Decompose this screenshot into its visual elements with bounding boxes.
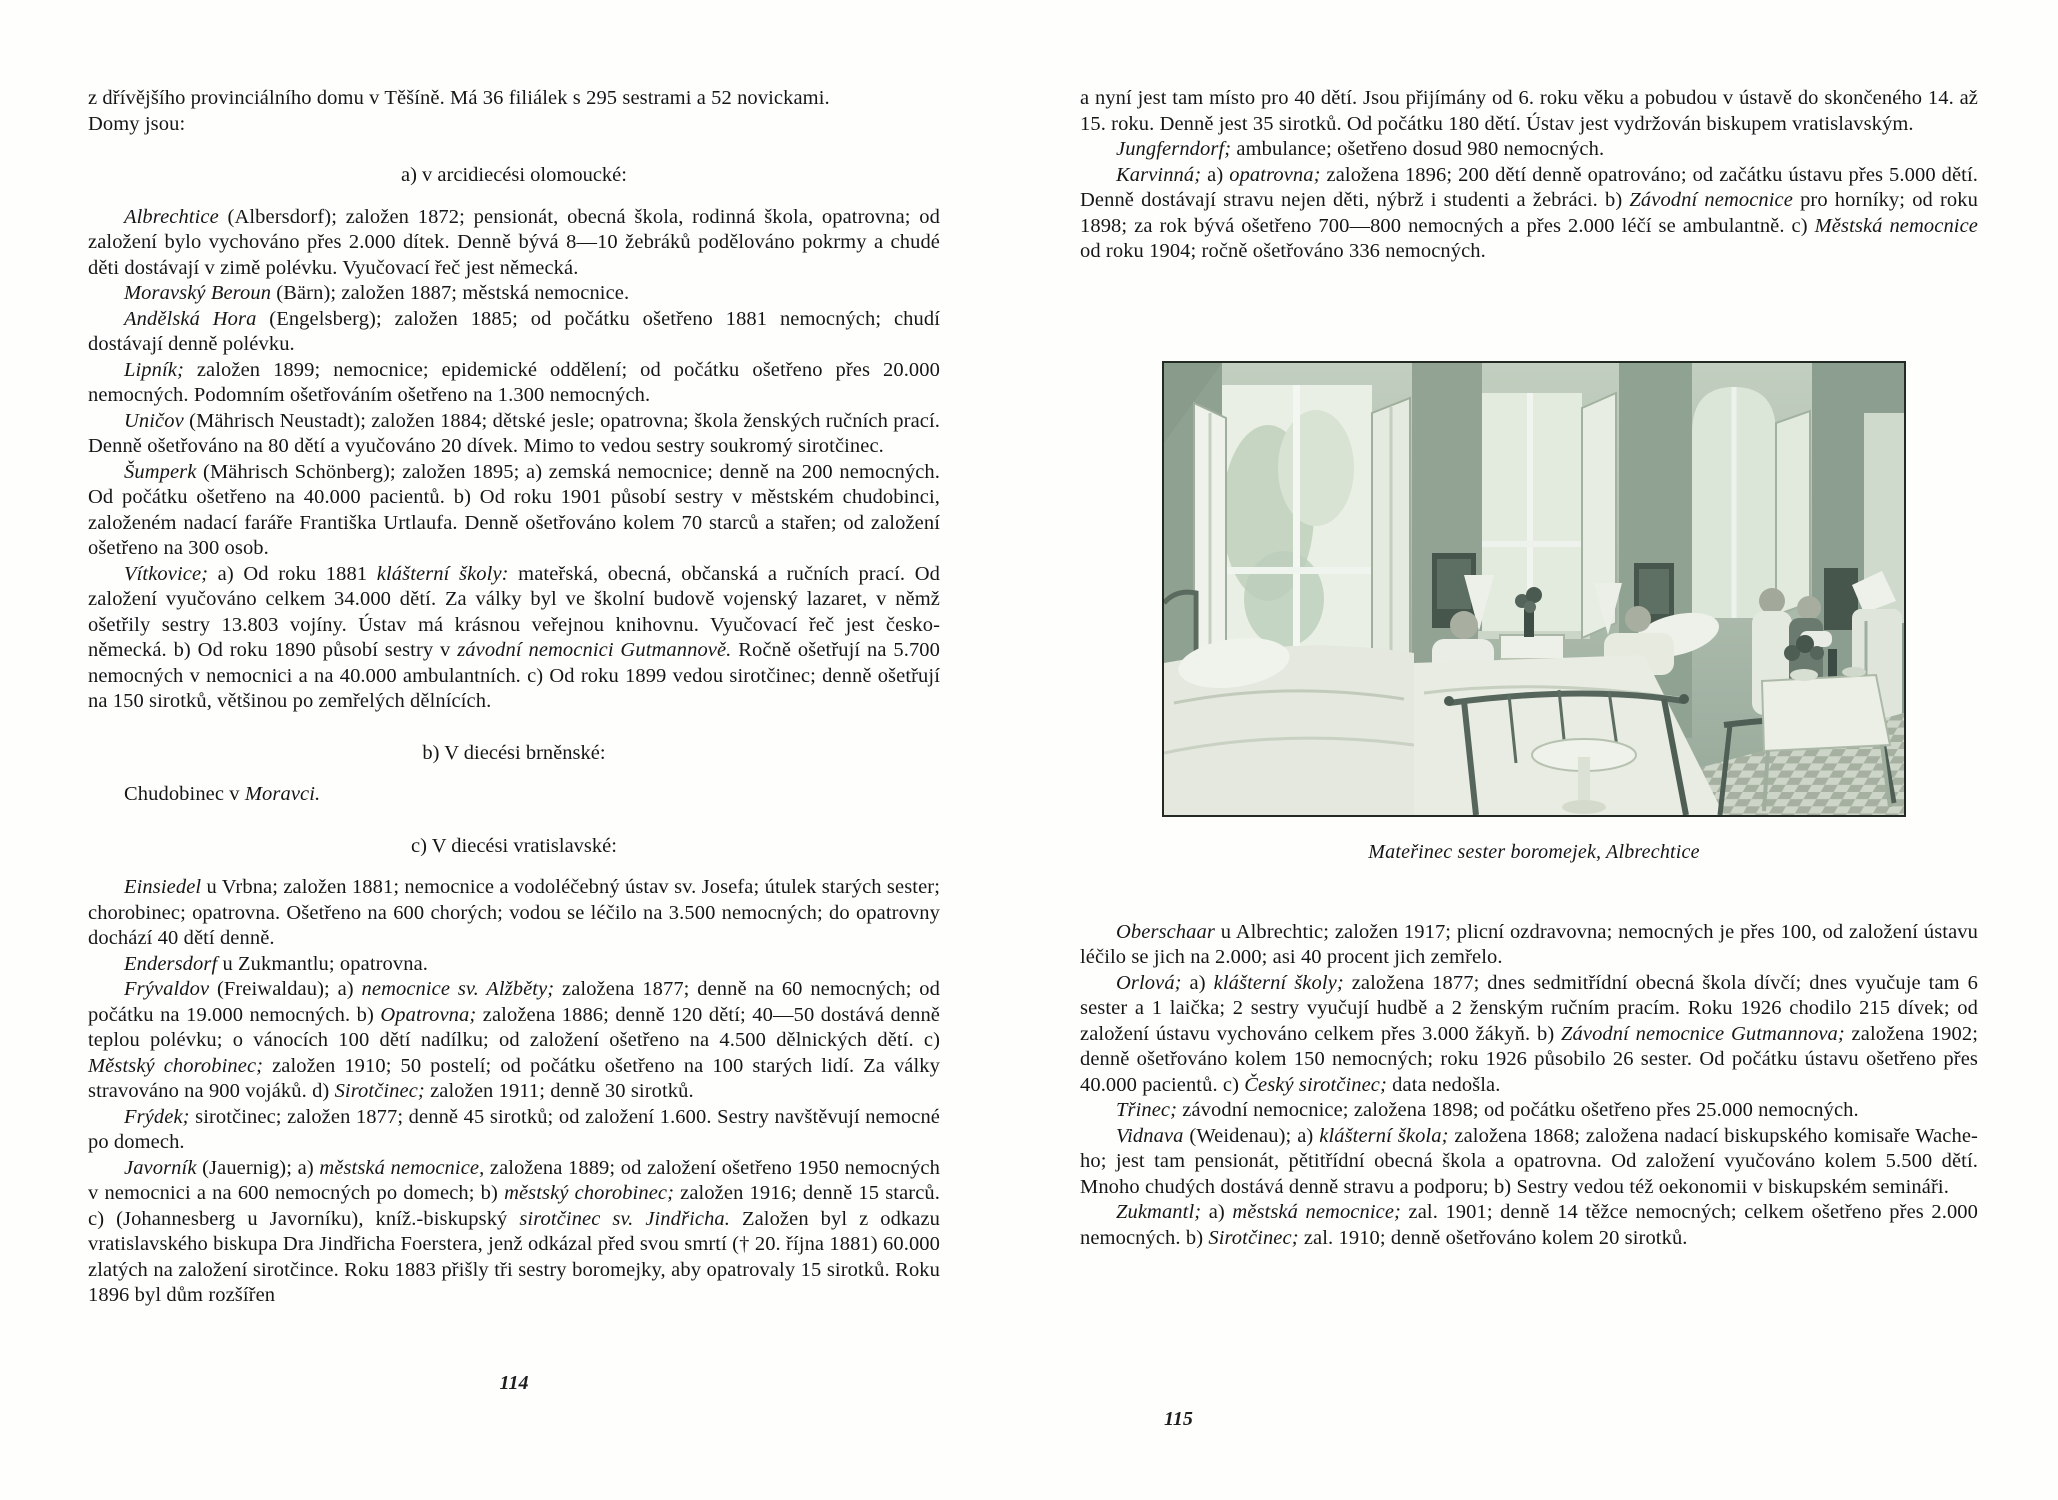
right-page-text-top [1080,0,1978,265]
paragraph [88,1105,940,1156]
paragraph [1080,1098,1978,1124]
italic-text: Albrechtice [124,205,219,228]
italic-text: Vítkovice; [124,562,209,585]
hospital-ward-photo [1162,361,1906,817]
text: (Jauernig); a) [196,1156,320,1179]
text: od roku 1904; ročně ošetřováno 336 nemocných. [1080,240,1486,262]
italic-text: Uničov [124,409,184,432]
text: sirotčinec; založen 1877; denně 45 sirotků; od založení 1.600. Sestry navštěvují nemocné po domech. [88,1105,940,1153]
text: zal. 1901; denně 14 těžce nemocných; celkem ošetřeno přes 2.000 nemocných. b) [1080,1201,1978,1249]
text: založen 1899; nemocnice; epidemické oddělení; od počátku ošetřeno přes 20.000 nemocných. Podomním ošetřováním ošetřeno na 1.300 nemocných. [88,358,940,406]
italic-text: Zukmantl; [1116,1201,1202,1223]
italic-text: městská nemocnice, [319,1156,485,1179]
text: u Vrbna; založen 1881; nemocnice a vodoléčebný ústav sv. Josefa; útulek starých sester; chorobinec; opatrovna. Ošetřeno na 600 chorých; vodou se léčilo na 3.500 nemocných; do opatrovny dochází 40 dětí denně. [88,876,940,949]
paragraph [88,1156,940,1309]
text: založena 1889; od založení ošetřeno 1950 nemocných v nemocnici a na 600 nemocných po domech; b) [88,1156,940,1204]
italic-text: Český sirotčinec; [1244,1073,1387,1096]
paragraph [88,977,940,1105]
italic-text: Frývaldov [124,978,210,1000]
text: založen 1911; denně 30 sirotků. [424,1080,694,1102]
text: založena 1877; denně na 60 nemocných; od počátku na 19.000 nemocných. b) [88,978,940,1026]
paragraph [1080,137,1978,163]
text: a) [1201,163,1230,186]
italic-text: Třinec; [1116,1099,1178,1121]
text: založena 1877; dnes sedmitřídní obecná škola dívčí; dnes vyučuje tam 6 sester a 1 laička; 2 sestry vyučují hudbě a 2 ženským ručním pracím. Roku 1926 chodilo 215 dívek; od založení ústavu vychováno celkem přes 3.000 žákyň. b) [1080,971,1978,1045]
italic-text: klášterní škola; [1319,1124,1449,1147]
text: mateřská, obecná, občanská a ručních prací. Od založení vyučováno celkem 34.000 dětí. Za války byl ve školní budově vojenský lazaret, v němž ošetřily sestry 13.803 vojíny. Ústav má krásnou veřejnou knihovnu. Vyučovací řeč jest česko-německá. b) Od roku 1890 působí sestry v [88,562,940,661]
paragraph [88,952,940,978]
italic-text: Moravský Beroun [124,282,272,304]
paragraph [1080,920,1978,971]
paragraph [88,281,940,307]
text: založen 1916; denně 15 starců. c) (Johannesberg u Javorníku), kníž.-biskupský [88,1182,940,1230]
italic-text: Opatrovna; [380,1003,477,1026]
paragraph [88,112,940,138]
italic-text: Einsiedel [124,876,202,898]
paragraph [88,86,940,112]
paragraph [88,307,940,358]
page-number-left: 114 [499,1372,529,1394]
text: závodní nemocnice; založena 1898; od počátku ošetřeno přes 25.000 nemocných. [1177,1099,1859,1121]
text: Domy jsou: [88,112,186,135]
paragraph [88,782,940,808]
paragraph [88,875,940,952]
paragraph [88,358,940,409]
photo-caption: Mateřinec sester boromejek, Albrechtice [1368,840,1700,863]
italic-text: Městský chorobinec; [88,1054,264,1077]
italic-text: Vidnava [1116,1124,1184,1147]
paragraph [1080,163,1978,265]
text: ambulance; ošetřeno dosud 980 nemocných. [1231,138,1605,160]
text: a) [1201,1201,1233,1223]
italic-text: Závodní nemocnice [1629,189,1793,211]
paragraph [1080,86,1978,137]
italic-text: klášterní školy; [1213,971,1344,994]
text: založena 1868; založena nadací biskupského komisaře Wache-ho; jest tam pensionát, pětitřídní obecná škola a opatrovna. Od založení vyučováno kolem 5.500 dětí. Mnoho chudých dostává denně stravu a podporu; b) Sestry vedou též oekonomii v biskupském semináři. [1080,1124,1978,1198]
italic-text: klášterní školy: [376,562,509,585]
text: (Freiwaldau); a) [209,978,362,1000]
italic-text: závodní nemocnici Gutmannově. [457,639,732,661]
italic-text: Šumperk [124,460,197,483]
page-number-right: 115 [1164,1408,1193,1430]
italic-text: Javorník [124,1156,197,1179]
italic-text: sirotčinec sv. Jindřicha. [519,1207,731,1230]
text: (Bärn); založen 1887; městská nemocnice. [271,282,630,304]
section-heading: a) v arcidiecési olomoucké: [401,164,627,186]
text: (Mährisch Schönberg); založen 1895; a) zemská nemocnice; denně na 200 nemocných. Od počátku ošetřeno na 40.000 pacientů. b) Od roku 1901 působí sestry v městském chudobinci, založeném nadací faráře Františka Urtlaufa. Denně ošetřováno kolem 70 starců a stařen; od založení ošetřeno na 300 osob. [88,460,940,559]
paragraph [1080,1200,1978,1251]
text: založena 1902; denně ošetřováno kolem 150 nemocných; roku 1926 působilo 26 sester. Od počátku ústavu ošetřeno přes 40.000 pacientů. c) [1080,1022,1978,1096]
italic-text: Endersdorf [124,952,218,975]
text: u Albrechtic; založen 1917; plicní ozdravovna; nemocných je přes 100, od založení ústavu léčilo se jich na 2.000; asi 40 procent jich zemřelo. [1080,920,1978,968]
right-page [1080,0,1978,1500]
italic-text: Frýdek; [124,1105,190,1128]
italic-text: Jungferndorf; [1116,138,1232,160]
italic-text: Oberschaar [1116,920,1215,943]
italic-text: nemocnice sv. Alžběty; [361,978,555,1000]
text: (Engelsberg); založen 1885; od počátku ošetřeno 1881 nemocných; chudí dostávají denně polévku. [88,307,940,355]
text: (Mährisch Neustadt); založen 1884; dětské jesle; opatrovna; škola ženských ručních prací. Denně ošetřováno na 80 dětí a vyučováno 20 dívek. Mimo to vedou sestry soukromý sirotčinec. [88,409,940,457]
italic-text: Moravci. [244,783,321,805]
text: Chudobinec v [124,783,245,805]
hospital-ward-illustration [1164,363,1904,815]
left-page-text [88,0,940,1309]
italic-text: Závodní nemocnice Gutmannova; [1561,1022,1845,1045]
text: založena 1886; denně 120 dětí; 40—50 dostává denně teplou polévku; o vánocích 100 dětí nadílku; od založení ošetřeno na 4.500 dělnických dětí. c) [88,1003,941,1051]
italic-text: Karvinná; [1116,163,1202,186]
italic-text: Sirotčinec; [334,1080,425,1102]
section-heading: c) V diecési vratislavské: [411,834,617,857]
text: z dřívějšího provinciálního domu v Těšíně. Má 36 filiálek s 295 sestrami a 52 novickami. [88,87,830,109]
paragraph [88,205,940,282]
ward-window-middle [1478,393,1616,639]
paragraph [1080,971,1978,1099]
right-page-text-bottom [1080,920,1978,1252]
italic-text: městský chorobinec; [504,1182,675,1204]
text: a) Od roku 1881 [208,562,377,585]
paragraph [1080,1124,1978,1201]
italic-text: Orlová; [1116,971,1182,994]
text: zal. 1910; denně ošetřováno kolem 20 sirotků. [1298,1226,1688,1249]
hospital-ward-figure [1162,361,1906,864]
text: a) [1181,971,1214,994]
text: Založen byl z odkazu vratislavského biskupa Dra Jindřicha Foerstera, jenž odkázal před svou smrtí († 20. října 1881) 60.000 zlatých na založení sirotčince. Roku 1883 přišly tři sestry boromejky, aby opatrovaly 15 sirotků. Roku 1896 byl dům rozšířen [88,1207,941,1306]
text: a nyní jest tam místo pro 40 dětí. Jsou přijímány od 6. roku věku a pobudou v ústavě do skončeného 14. až 15. roku. Denně jest 35 sirotků. Od počátku 180 dětí. Ústav jest vydržován biskupem vratislavským. [1080,87,1978,135]
italic-text: Městská nemocnice [1814,214,1978,237]
text: Ročně ošetřují na 5.700 nemocných v nemocnici a na 40.000 ambulantních. c) Od roku 1899 vedou sirotčinec; denně ošetřují na 150 sirotků, většinou po zemřelých dělnících. [88,639,940,712]
section-heading: b) V diecési brněnské: [422,741,606,764]
text: (Weidenau); a) [1183,1124,1320,1147]
text: (Albersdorf); založen 1872; pensionát, obecná škola, rodinná škola, opatrovna; od založení bylo vychováno přes 2.000 dítek. Denně bývá 8—10 žebráků podělováno pokrmy a chudé děti dostávají v zimě polévku. Vyučovací řeč jest německá. [88,205,940,279]
paragraph [88,562,940,715]
italic-text: Lipník; [124,358,184,381]
text: pro horníky; od roku 1898; za rok bývá ošetřeno 700—800 nemocných a přes 2.000 léčí se ambulantně. c) [1080,189,1978,237]
paragraph [88,409,940,460]
text: založen 1910; 50 postelí; od počátku ošetřeno na 100 starých lidí. Za války stravováno na 900 vojáků. d) [88,1054,940,1102]
italic-text: Sirotčinec; [1208,1226,1299,1249]
italic-text: Andělská Hora [124,307,257,330]
paragraph [88,460,940,562]
text: u Zukmantlu; opatrovna. [217,952,429,975]
left-page [88,0,940,1500]
italic-text: opatrovna; [1229,163,1321,186]
italic-text: městská nemocnice; [1232,1201,1401,1223]
text: data nedošla. [1386,1073,1501,1096]
text: založena 1896; 200 dětí denně opatrováno; od začátku ústavu přes 5.000 dětí. Denně dostávají stravu nejen děti, nýbrž i studenti a žebráci. b) [1080,163,1978,211]
